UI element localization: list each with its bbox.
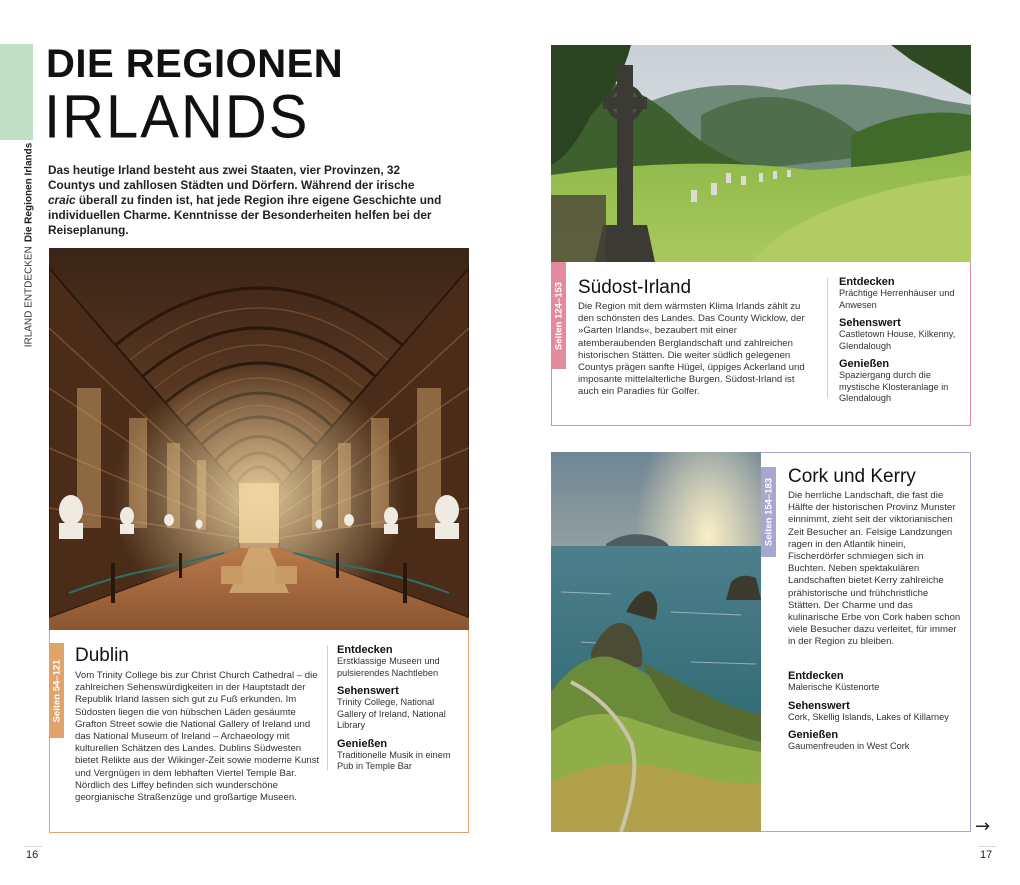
- page-number-rule-left: [24, 846, 42, 847]
- pages-tab-suedost: Seiten 124–153: [551, 262, 566, 369]
- card-title-suedost: Südost-Irland: [578, 277, 692, 298]
- page-title-line-1: DIE REGIONEN: [46, 42, 344, 86]
- pages-tab-dublin: Seiten 54–121: [49, 643, 64, 738]
- page-number-rule-right: [978, 846, 996, 847]
- intro-paragraph: Das heutige Irland besteht aus zwei Staaten, vier Provinzen, 32 Countys und zahllosen Städten und Dörfern. Während der irische craic überall zu finden ist, hat jede Region ihre eigene Geschichte und individuellen Charme. Kenntnisse der Besonderheiten helfen bei der Reiseplanung.: [48, 163, 442, 237]
- photo-cork-kerry-coast: [551, 452, 761, 832]
- page-number-right: 17: [980, 849, 993, 861]
- photo-trinity-library: [49, 248, 469, 630]
- card-facts-dublin: Entdecken Erstklassige Museen und pulsierendes Nachtleben Sehenswert Trinity College, National Gallery of Ireland, National Library Genießen Traditionelle Musik in einem Pub in Temple Bar: [337, 644, 451, 771]
- card-title-cork-kerry: Cork und Kerry: [788, 466, 916, 487]
- next-page-arrow-icon[interactable]: →: [975, 816, 991, 837]
- card-divider: [827, 278, 828, 398]
- card-facts-cork-kerry: Entdecken Malerische Küstenorte Sehenswert Cork, Skellig Islands, Lakes of Killarney Genießen Gaumenfreuden in West Cork: [788, 670, 949, 751]
- page-title-line-2: IRLANDS: [44, 83, 310, 152]
- card-title-dublin: Dublin: [75, 645, 129, 666]
- chapter-color-tab: [0, 44, 33, 140]
- card-divider: [327, 645, 328, 770]
- card-body-cork-kerry: Die herrliche Landschaft, die fast die Hälfte der historischen Provinz Munster einnimmt, zieht seit der viktorianischen Zeit Besucher an. Felsige Landzungen ragen in den Atlantik hinein, Fischerdörfer schmiegen sich in Buchten. Neben spektakulären Landschaften bietet Kerry zahlreiche prähistorische und frühchristliche Stätten. Der Charme und das kulinarische Erbe von Cork haben schon viele Besucher dazu verleitet, für immer in der Region zu bleiben.: [788, 490, 961, 648]
- card-facts-suedost: Entdecken Prächtige Herrenhäuser und Anwesen Sehenswert Castletown House, Kilkenny, Glendalough Genießen Spaziergang durch die mystische Klosteranlage in Glendalough: [839, 276, 956, 403]
- pages-tab-cork-kerry: Seiten 154–183: [761, 467, 776, 557]
- page-number-left: 16: [26, 849, 39, 861]
- card-body-suedost: Die Region mit dem wärmsten Klima Irlands zählt zu den schönsten des Landes. Das County Wicklow, der »Garten Irlands«, bezaubert mit einer atemberaubenden Berglandschaft und zahlreichen historischen Stätten. Die weiter südlich gelegenen Countys prägen sanfte Hügel, üppiges Ackerland und imposante mittelalterliche Burgen. Südost-Irland ist auch ein Paradies für Golfer.: [578, 301, 805, 398]
- running-header-vertical: IRLAND ENTDECKENDie Regionen Irlands: [23, 142, 35, 348]
- photo-glendalough: [551, 45, 971, 262]
- card-body-dublin: Vom Trinity College bis zur Christ Church Cathedral – die zahlreichen Sehenswürdigkeiten in der Hauptstadt der Republik Irland lassen sich gut zu Fuß erkunden. Im Südosten liegen die von hübschen Läden gesäumte Grafton Street sowie die National Gallery of Ireland und das National Museum of Ireland – Archaeology mit kulturellen Schätzen des Landes. Dublins Südwesten bietet Relikte aus der Wikinger-Zeit sowie moderne Kunst und Vergnügen in dem lebhaften Viertel Temple Bar. Nördlich des Liffey befinden sich wunderschöne georgianische Straßenzüge und großartige Museen.: [75, 670, 320, 804]
